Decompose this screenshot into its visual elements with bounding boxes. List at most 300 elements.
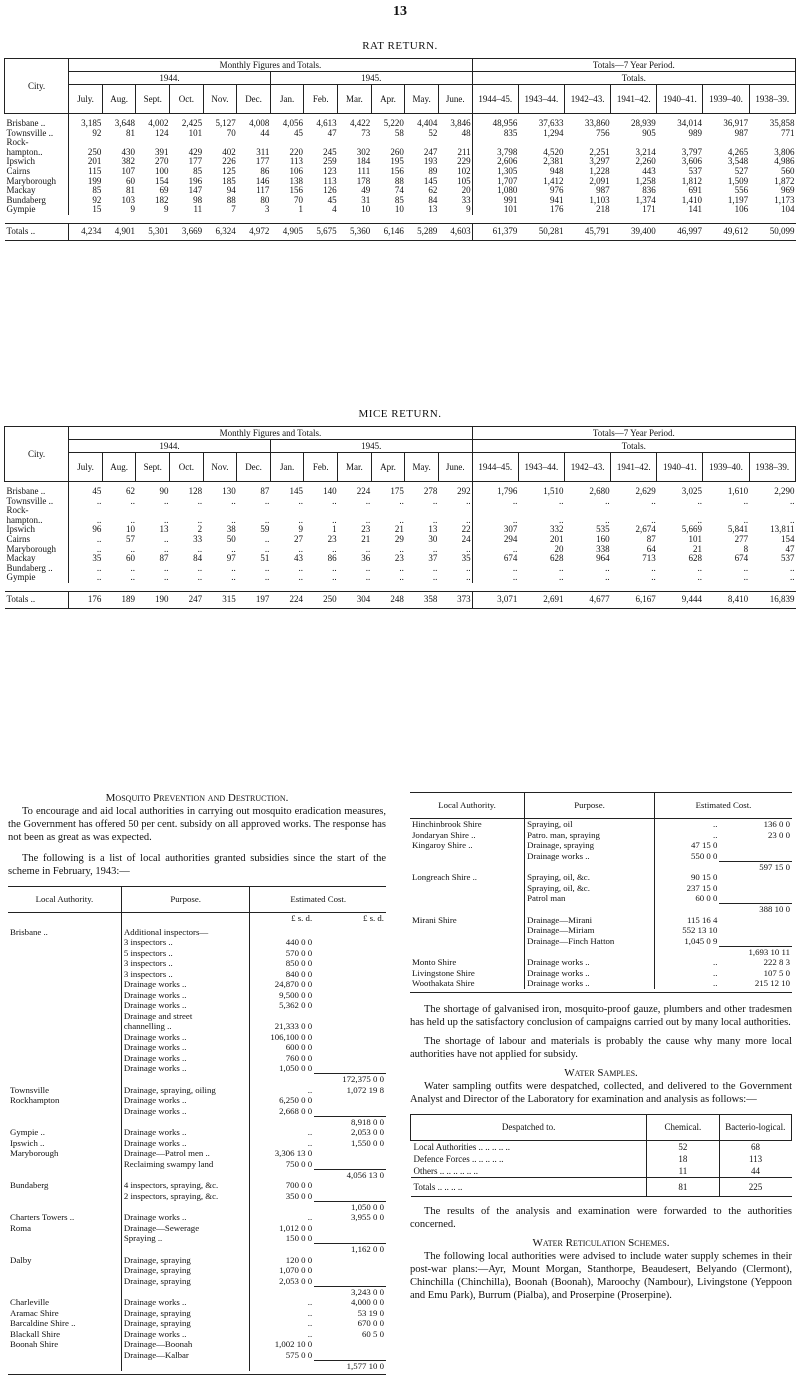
total-cell <box>314 937 386 948</box>
mice-city-cell: hampton.. <box>5 516 69 526</box>
mice-city-cell: Bundaberg .. <box>5 564 69 574</box>
authority-cell <box>8 1063 121 1074</box>
rat-month-cell: 9 <box>130 205 135 215</box>
mice-period-cell: 101 <box>688 534 702 544</box>
rat-month-header: Oct. <box>170 85 204 114</box>
amount-cell: 700 0 0 <box>285 1180 313 1190</box>
authority-cell <box>8 1011 121 1022</box>
total-cell <box>314 1053 386 1064</box>
total-cell <box>719 883 792 894</box>
rat-period-cell: 3,297 <box>589 157 610 167</box>
mice-period-cell: 9,444 <box>657 591 703 608</box>
rat-month-cell: 184 <box>356 157 371 167</box>
mice-period-header: 1943–44. <box>518 453 564 482</box>
mice-month-cell: .. <box>438 564 472 574</box>
purpose-cell: Spraying .. <box>121 1233 250 1244</box>
purpose-cell: Drainage—Sewerage <box>121 1223 250 1234</box>
mice-month-cell: 145 <box>289 486 303 496</box>
rat-period-cell: 1,410 <box>681 195 702 205</box>
rat-city-cell: Rock- <box>5 138 69 148</box>
rat-city-cell: Bundaberg <box>5 196 69 206</box>
water-label: Local Authorities .. .. .. .. .. <box>413 1141 510 1152</box>
purpose-cell: Drainage—Finch Hatton <box>525 936 655 947</box>
rat-month-cell: 259 <box>323 157 337 167</box>
mice-month-cell: 130 <box>222 486 236 496</box>
rat-month-cell: 102 <box>438 167 472 177</box>
amount-cell: 1,002 10 0 <box>274 1339 313 1349</box>
mice-period-header: 1938–39. <box>749 453 795 482</box>
mice-month-cell: 224 <box>270 591 304 608</box>
rat-month-cell: 4,422 <box>349 118 371 128</box>
rat-month-cell: 80 <box>260 195 270 205</box>
amount-cell: 600 0 0 <box>285 1042 313 1052</box>
mice-month-cell: .. <box>438 545 472 555</box>
amount-cell: 1,045 0 9 <box>684 935 718 946</box>
amount-cell: 575 0 0 <box>285 1349 313 1360</box>
rat-period-cell: 46,997 <box>657 223 703 240</box>
mice-month-cell: .. <box>264 496 270 506</box>
rat-period-cell: 976 <box>549 186 564 196</box>
mice-month-cell: 51 <box>260 554 270 564</box>
purpose-cell: Drainage works .. <box>121 1063 250 1074</box>
mice-period-cell: 6,167 <box>611 591 657 608</box>
mice-month-cell: .. <box>130 515 135 525</box>
mice-period-cell: 154 <box>781 534 795 544</box>
rat-city-cell: Maryborough <box>5 177 69 187</box>
rat-month-cell: 117 <box>256 186 270 196</box>
authority-cell <box>410 893 525 904</box>
total-cell: 3,243 0 0 <box>314 1286 386 1297</box>
table-row <box>8 1329 386 1340</box>
mice-month-cell: 292 <box>438 482 472 497</box>
rat-city-cell: Totals .. <box>5 223 69 240</box>
mice-month-cell: .. <box>298 544 303 554</box>
rat-month-cell: 98 <box>193 195 203 205</box>
purpose-cell: Drainage works .. <box>121 990 250 1001</box>
rat-month-cell: 4,002 <box>148 118 169 128</box>
mice-period-cell: .. <box>743 563 749 573</box>
rat-month-cell: 245 <box>323 147 337 157</box>
rat-period-cell: 3,214 <box>635 147 656 157</box>
water-bacterio: 225 <box>719 1177 791 1196</box>
blank-cell <box>121 1116 250 1127</box>
authority-cell: Charters Towers .. <box>8 1212 121 1223</box>
rat-period-cell: 3,548 <box>727 157 749 167</box>
amount-cell: 90 15 0 <box>691 872 718 882</box>
amount-cell: 850 0 0 <box>285 958 313 968</box>
mice-period-cell: 332 <box>549 525 564 535</box>
mice-month-cell: 248 <box>371 591 405 608</box>
mice-month-cell: .. <box>365 496 371 506</box>
rat-month-cell: 211 <box>438 148 472 158</box>
authority-cell <box>8 1042 121 1053</box>
rat-month-cell: 88 <box>394 176 404 186</box>
rat-month-cell: 125 <box>222 166 236 176</box>
mice-month-cell: 24 <box>438 535 472 545</box>
rat-month-cell: 270 <box>155 157 169 167</box>
purpose-cell: Drainage works .. <box>121 1095 250 1106</box>
amount-cell: 2,053 0 0 <box>279 1275 313 1286</box>
purpose-cell: Spraying, oil <box>525 819 655 830</box>
rat-period-cell: 35,858 <box>769 118 795 128</box>
mice-period-cell: 5,669 <box>681 525 702 535</box>
table-row <box>411 1140 792 1153</box>
mice-period-cell: .. <box>512 563 518 573</box>
amount-cell: .. <box>713 819 718 829</box>
table-row <box>410 904 792 915</box>
rat-month-cell: 1 <box>298 205 303 215</box>
rat-month-cell <box>405 138 439 148</box>
amount-cell: .. <box>307 1127 313 1137</box>
table-row <box>5 554 796 564</box>
rat-month-cell: 5,675 <box>304 223 338 240</box>
mice-period-cell: .. <box>558 515 564 525</box>
rat-city-cell: Cairns <box>5 167 69 177</box>
authority-cell: Mirani Shire <box>410 915 525 926</box>
rat-month-cell: 44 <box>260 128 270 138</box>
table-row <box>8 1339 386 1350</box>
purpose-cell: Drainage—Kalbar <box>121 1350 250 1361</box>
blank-cell <box>121 1360 250 1371</box>
rat-month-header: Mar. <box>338 85 372 114</box>
mice-month-cell: .. <box>164 573 169 583</box>
mice-period-cell: 307 <box>503 525 518 535</box>
rat-month-cell: 402 <box>222 147 236 157</box>
amount-cell: 24,870 0 0 <box>274 979 313 989</box>
rat-month-cell <box>69 138 103 148</box>
total-cell: 4,000 0 0 <box>351 1297 384 1307</box>
total-cell <box>314 1106 386 1117</box>
mice-month-cell <box>338 506 372 516</box>
rat-period-cell: 1,103 <box>589 195 610 205</box>
mice-month-cell: 96 <box>92 525 102 535</box>
rat-month-cell: 195 <box>390 157 404 167</box>
rat-period-cell: 1,228 <box>589 166 610 176</box>
rat-month-cell: 193 <box>423 157 438 167</box>
rat-period-cell: 4,520 <box>543 147 564 157</box>
purpose-cell: Drainage works .. <box>121 1127 250 1138</box>
rat-period-cell: 171 <box>642 205 656 215</box>
mice-month-cell: .. <box>231 573 236 583</box>
mice-city-cell: Townsville .. <box>5 497 69 507</box>
mice-month-cell: 278 <box>423 486 438 496</box>
mice-period-cell: .. <box>651 573 656 583</box>
mice-month-cell: .. <box>264 544 270 554</box>
rat-month-cell: 45 <box>327 195 337 205</box>
amount-cell: 47 15 0 <box>691 840 718 850</box>
total-cell: 1,072 19 8 <box>346 1084 384 1095</box>
mice-month-cell: 87 <box>159 554 169 564</box>
rat-period-cell: 48,956 <box>492 118 518 128</box>
mice-month-header: Aug. <box>102 453 136 482</box>
table-row <box>8 979 386 990</box>
table-row <box>8 1021 386 1032</box>
mice-month-cell: 176 <box>69 591 103 608</box>
mice-month-cell: .. <box>432 563 438 573</box>
mice-month-cell: .. <box>365 563 371 573</box>
total-cell <box>314 1180 386 1191</box>
total-cell <box>719 936 792 947</box>
rat-month-cell <box>203 138 237 148</box>
authority-cell: Woothakata Shire <box>410 978 525 989</box>
total-cell: 1,162 0 0 <box>314 1244 386 1255</box>
mice-month-cell: .. <box>438 516 472 526</box>
mice-month-cell <box>69 506 103 516</box>
authority-cell: Monto Shire <box>410 957 525 968</box>
mice-month-cell <box>270 506 304 516</box>
rat-period-header: 1943–44. <box>518 85 564 114</box>
mice-month-cell: 140 <box>323 486 337 496</box>
authority-cell <box>8 937 121 948</box>
table-row <box>410 978 792 989</box>
total-cell <box>314 1000 386 1011</box>
table-row <box>8 1116 386 1127</box>
purpose-cell: Drainage, spraying <box>121 1318 250 1329</box>
total-cell <box>314 1148 386 1159</box>
blank-cell <box>8 1074 121 1085</box>
rat-month-cell: 154 <box>155 176 169 186</box>
total-cell <box>314 979 386 990</box>
mice-period-header: 1944–45. <box>472 453 518 482</box>
purpose-cell: 3 inspectors .. <box>121 969 250 980</box>
total-cell <box>314 1255 386 1266</box>
mice-city-cell: Rock- <box>5 506 69 516</box>
rat-month-cell: 4,603 <box>438 223 472 240</box>
mice-period-cell: 1,796 <box>497 486 518 496</box>
mice-city-cell: Totals .. <box>5 591 69 608</box>
mice-period-cell: .. <box>790 573 795 583</box>
mice-period-cell: .. <box>605 573 610 583</box>
mice-month-header: July. <box>69 453 103 482</box>
water-bacterio: 44 <box>719 1165 791 1178</box>
purpose-cell: 3 inspectors .. <box>121 937 250 948</box>
col-local-authority: Local Authority. <box>8 887 121 913</box>
mice-city-cell: Mackay <box>5 554 69 564</box>
amount-cell: 350 0 0 <box>285 1190 313 1201</box>
mice-period-cell: 535 <box>596 525 610 535</box>
rat-city-cell: Gympie <box>5 205 69 215</box>
rat-period-cell: 756 <box>596 128 610 138</box>
table-row <box>8 1233 386 1244</box>
rat-period-cell: 218 <box>596 205 610 215</box>
mice-month-cell: .. <box>231 544 236 554</box>
table-row <box>410 893 792 904</box>
mice-period-cell <box>611 506 657 516</box>
rat-month-cell: 113 <box>323 176 337 186</box>
amount-cell: 60 0 0 <box>695 893 718 903</box>
total-cell <box>314 948 386 959</box>
rat-month-cell: 86 <box>260 166 270 176</box>
table-row <box>8 1191 386 1202</box>
mice-month-cell: 13 <box>428 525 438 535</box>
amount-cell: 237 15 0 <box>686 882 718 893</box>
mice-period-cell: .. <box>697 496 702 506</box>
mice-month-cell: .. <box>432 496 438 506</box>
rat-month-cell: 84 <box>428 195 438 205</box>
table-row <box>410 872 792 883</box>
table-row <box>8 1127 386 1138</box>
table-row <box>410 819 792 830</box>
purpose-cell: Drainage works .. <box>121 1106 250 1117</box>
blank-cell <box>8 1116 121 1127</box>
authority-cell <box>8 1159 121 1170</box>
water-chemical: 81 <box>647 1177 719 1196</box>
amount-cell: .. <box>307 1307 313 1318</box>
total-cell <box>314 1350 386 1361</box>
rat-period-cell: 443 <box>642 166 656 176</box>
mice-return-title: MICE RETURN. <box>358 408 442 420</box>
rat-month-cell: 3,846 <box>438 114 472 129</box>
purpose-cell: Patrol man <box>525 893 655 904</box>
rat-month-cell: 10 <box>394 205 404 215</box>
mice-period-cell: 2,674 <box>635 525 656 535</box>
authority-cell <box>8 958 121 969</box>
mice-period-cell: .. <box>558 496 564 506</box>
mosquito-paragraph-2: The following is a list of local authorities granted subsidies since the start of the scheme in February, 1943:— <box>8 853 386 877</box>
amount-cell: 120 0 0 <box>285 1254 313 1265</box>
blank-cell <box>250 1201 314 1212</box>
total-cell <box>314 1223 386 1234</box>
total-cell: 215 12 10 <box>754 978 790 988</box>
authority-cell <box>8 1265 121 1276</box>
purpose-cell: Drainage works .. <box>121 1042 250 1053</box>
total-cell <box>719 840 792 851</box>
rat-month-cell: 156 <box>289 186 303 196</box>
rat-month-cell: 5,289 <box>405 223 439 240</box>
mice-month-header: Mar. <box>338 453 372 482</box>
table-row <box>411 1153 792 1165</box>
rat-month-cell: 429 <box>188 147 203 157</box>
mice-month-cell: 175 <box>390 486 404 496</box>
reticulation-paragraph: The following local authorities were advised to include water supply schemes in their post-war plans:—Ayr, Mount Morgan, Stanthorpe, Beaudesert, Belyando (Clermont), Chinchilla (Chinchilla), Boonah (Boonah), Maroochy (Nambour), Livingstone (Yeppoon and Emu Park), Burrum (Pialba), and Proserpine (Proserpine). <box>410 1250 792 1301</box>
rat-period-cell: 104 <box>781 205 795 215</box>
rat-month-cell: 4,404 <box>417 118 438 128</box>
mice-month-cell: 190 <box>136 591 170 608</box>
purpose-cell: Drainage, spraying <box>121 1265 250 1276</box>
table-row <box>8 1318 386 1329</box>
purpose-cell: Drainage works .. <box>121 1032 250 1043</box>
mice-period-cell: 537 <box>781 554 795 564</box>
rat-period-cell: 1,080 <box>497 186 518 196</box>
table-row <box>8 1297 386 1308</box>
rat-month-cell: 391 <box>155 147 169 157</box>
mice-return-table <box>4 426 796 609</box>
amount-cell: .. <box>307 1137 313 1148</box>
rat-return-title: RAT RETURN. <box>362 40 438 52</box>
rat-period-cell <box>518 138 564 148</box>
table-row <box>410 925 792 936</box>
water-col-chemical: Chemical. <box>647 1114 719 1140</box>
mice-period-cell: .. <box>790 515 795 525</box>
mice-month-cell: 128 <box>188 486 203 496</box>
blank-cell <box>410 946 525 957</box>
mice-month-cell <box>438 506 472 516</box>
mice-period-cell: .. <box>605 496 610 506</box>
amount-cell: .. <box>713 978 718 988</box>
authority-cell <box>410 925 525 936</box>
col-purpose: Purpose. <box>121 887 250 913</box>
amount-cell: 760 0 0 <box>285 1052 313 1063</box>
table-row <box>5 167 796 177</box>
rat-period-cell: 49,612 <box>703 223 749 240</box>
amount-cell: 3,306 13 0 <box>274 1148 313 1158</box>
amount-cell: 1,012 0 0 <box>279 1222 313 1233</box>
purpose-cell: Drainage works .. <box>121 1053 250 1064</box>
mosquito-subsidy-table-left <box>8 886 386 1375</box>
mice-month-cell: .. <box>130 573 135 583</box>
blank-cell <box>525 904 655 915</box>
purpose-cell: Drainage, spraying <box>121 1276 250 1287</box>
mice-period-cell: .. <box>743 515 749 525</box>
total-cell: 388 10 0 <box>719 904 792 915</box>
rat-month-cell: 105 <box>438 177 472 187</box>
rat-month-cell: 126 <box>323 186 337 196</box>
purpose-cell: Drainage works .. <box>525 957 655 968</box>
mice-month-cell: 23 <box>394 554 404 564</box>
mice-month-cell: .. <box>96 544 102 554</box>
table-row <box>8 1180 386 1191</box>
authority-cell: Longreach Shire .. <box>410 872 525 883</box>
mice-month-cell: .. <box>332 496 337 506</box>
mice-period-cell <box>518 506 564 516</box>
rat-period-cell: 969 <box>781 186 795 196</box>
table-row <box>8 1085 386 1096</box>
blank-cell <box>410 861 525 872</box>
table-row <box>8 1265 386 1276</box>
mice-period-cell: .. <box>697 515 702 525</box>
mice-month-cell: 36 <box>361 554 371 564</box>
table-row <box>410 946 792 957</box>
rat-month-cell: 92 <box>92 195 102 205</box>
mice-month-header: Oct. <box>170 453 204 482</box>
purpose-cell: channelling .. <box>121 1021 250 1032</box>
rat-period-cell: 836 <box>642 186 656 196</box>
rat-month-cell: 260 <box>390 147 404 157</box>
authority-cell: Brisbane .. <box>8 927 121 938</box>
total-cell: 53 19 0 <box>357 1307 384 1318</box>
mice-month-cell: 10 <box>125 525 135 535</box>
water-label: Defence Forces .. .. .. .. .. <box>413 1153 504 1164</box>
table-row <box>8 1148 386 1159</box>
mice-period-cell: 628 <box>688 554 702 564</box>
purpose-cell: Drainage works .. <box>525 851 655 862</box>
rat-period-cell: 3,606 <box>681 157 702 167</box>
total-cell <box>314 958 386 969</box>
rat-city-cell: hampton.. <box>5 148 69 158</box>
mice-month-cell <box>371 506 405 516</box>
mice-period-cell: .. <box>558 563 564 573</box>
rat-period-cell: 835 <box>503 128 518 138</box>
rat-period-cell <box>472 138 518 148</box>
rat-period-cell: 2,381 <box>543 157 564 167</box>
rat-month-cell: 113 <box>289 157 303 167</box>
rat-period-cell: 2,091 <box>589 176 610 186</box>
mice-period-cell: 2,680 <box>589 486 610 496</box>
rat-month-cell: 60 <box>125 176 135 186</box>
mice-city-cell: Brisbane .. <box>5 482 69 497</box>
total-cell: 3,955 0 0 <box>351 1212 384 1222</box>
table-row <box>8 1053 386 1064</box>
rat-month-cell: 2,425 <box>181 118 203 128</box>
mice-month-cell: 29 <box>394 534 404 544</box>
rat-month-cell: 138 <box>289 176 303 186</box>
mice-monthly-header: Monthly Figures and Totals. <box>69 427 472 440</box>
rat-month-cell: 4,613 <box>316 118 337 128</box>
mice-month-cell: 1 <box>332 525 337 535</box>
purpose-cell: Drainage, spraying <box>121 1255 250 1266</box>
authority-cell <box>8 990 121 1001</box>
table-row <box>8 937 386 948</box>
